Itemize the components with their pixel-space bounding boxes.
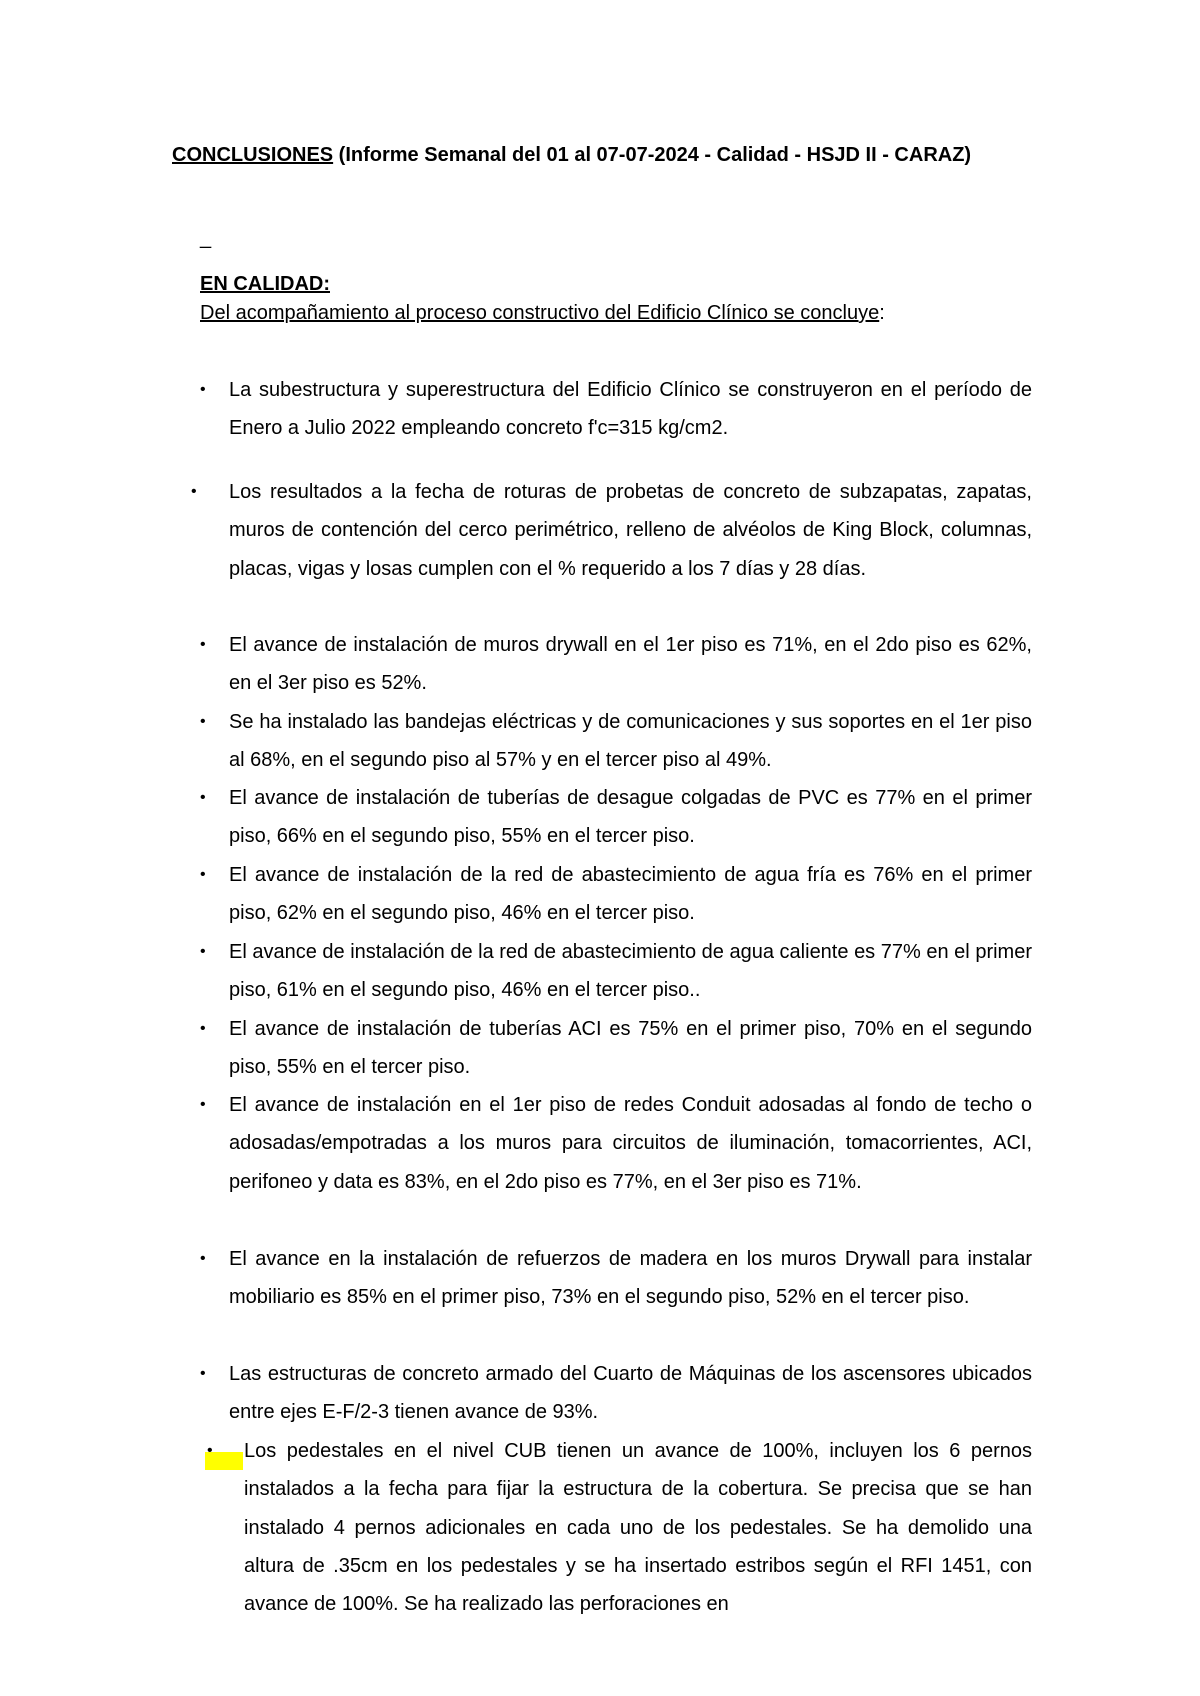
bullet-dot: •	[200, 1250, 206, 1267]
list-item	[200, 1355, 1032, 1432]
list-item	[191, 473, 1032, 588]
list-item	[200, 371, 1032, 448]
bullet-dot: •	[207, 1442, 213, 1459]
bullet-dot: •	[200, 866, 206, 883]
list-item-text: El avance de instalación de tuberías de desague colgadas de PVC es 77% en el primer piso, 66% en el segundo piso, 55% en el tercer piso.	[229, 787, 1032, 848]
list-item-text: El avance de instalación de muros drywall en el 1er piso es 71%, en el 2do piso es 62%, en el 3er piso es 52%.	[229, 634, 1032, 695]
title-conclusiones: CONCLUSIONES	[172, 144, 334, 166]
section-heading-en-calidad: EN CALIDAD:	[200, 273, 330, 295]
bullet-dot: •	[200, 789, 206, 806]
list-item-text: El avance de instalación de tuberías ACI es 75% en el primer piso, 70% en el segundo piso, 55% en el tercer piso.	[229, 1018, 1032, 1079]
bullet-dot: •	[200, 636, 206, 653]
list-item-text: El avance de instalación de la red de abastecimiento de agua fría es 76% en el primer piso, 62% en el segundo piso, 46% en el tercer piso.	[229, 864, 1032, 925]
bullet-dot: •	[200, 381, 206, 398]
list-item	[200, 626, 1032, 703]
list-item-text: El avance en la instalación de refuerzos de madera en los muros Drywall para instalar mobiliario es 85% en el primer piso, 73% en el segundo piso, 52% en el tercer piso.	[229, 1248, 1032, 1309]
list-item	[200, 703, 1032, 780]
list-item-text: Se ha instalado las bandejas eléctricas y de comunicaciones y sus soportes en el 1er piso al 68%, en el segundo piso al 57% y en el tercer piso al 49%.	[229, 711, 1032, 772]
bullet-dot: •	[200, 1365, 206, 1382]
bullet-dot: •	[200, 1096, 206, 1113]
list-item	[207, 1432, 1032, 1623]
bullet-dot: •	[200, 943, 206, 960]
list-item-text: Los resultados a la fecha de roturas de probetas de concreto de subzapatas, zapatas, muros de contención del cerco perimétrico, relleno de alvéolos de King Block, columnas, placas, vigas y losas cumplen con el % requerido a los 7 días y 28 días.	[229, 481, 1032, 580]
dash-marker: _	[200, 227, 212, 249]
list-item-text: La subestructura y superestructura del Edificio Clínico se construyeron en el período de Enero a Julio 2022 empleando concreto f'c=315 kg/cm2.	[229, 379, 1032, 440]
list-item	[200, 1086, 1032, 1201]
bullet-dot: •	[200, 1020, 206, 1037]
list-item	[200, 933, 1032, 1010]
list-item-text: Los pedestales en el nivel CUB tienen un avance de 100%, incluyen los 6 pernos instalados a la fecha para fijar la estructura de la cobertura. Se precisa que se han instalado 4 pernos adicionales en cada uno de los pedestales. Se ha demolido una altura de .35cm en los pedestales y se ha insertado estribos según el RFI 1451, con avance de 100%. Se ha realizado las perforaciones en	[244, 1440, 1032, 1616]
list-item	[200, 1010, 1032, 1087]
list-item-text: El avance de instalación de la red de abastecimiento de agua caliente es 77% en el primer piso, 61% en el segundo piso, 46% en el tercer piso..	[229, 941, 1032, 1002]
intro-underlined-text: Del acompañamiento al proceso constructivo del Edificio Clínico se concluye	[200, 302, 880, 324]
list-item-text: Las estructuras de concreto armado del Cuarto de Máquinas de los ascensores ubicados entre ejes E-F/2-3 tienen avance de 93%.	[229, 1363, 1032, 1424]
title-report-info: (Informe Semanal del 01 al 07-07-2024 - Calidad - HSJD II - CARAZ)	[333, 144, 972, 166]
document-title	[172, 136, 1032, 174]
bullet-dot: •	[200, 713, 206, 730]
bullet-dot: •	[191, 483, 197, 500]
intro-colon: :	[879, 302, 885, 324]
list-item	[200, 779, 1032, 856]
list-item-text: El avance de instalación en el 1er piso de redes Conduit adosadas al fondo de techo o adosadas/empotradas a los muros para circuitos de iluminación, tomacorrientes, ACI, perifoneo y data es 83%, en el 2do piso es 77%, en el 3er piso es 71%.	[229, 1094, 1032, 1193]
intro-sentence	[200, 300, 885, 326]
list-item	[200, 856, 1032, 933]
list-item	[200, 1240, 1032, 1317]
